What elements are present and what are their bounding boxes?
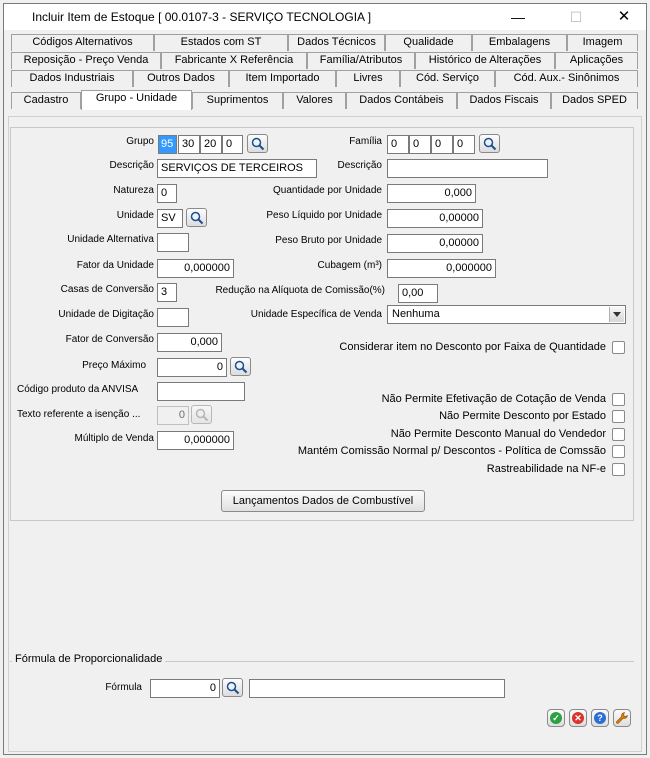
fator-conversao-label: Fator de Conversão — [65, 334, 154, 345]
preco-maximo-input[interactable]: 0 — [157, 358, 227, 377]
search-icon — [226, 681, 240, 695]
peso-bruto-input[interactable]: 0,00000 — [387, 234, 483, 253]
maximize-button[interactable]: ☐ — [569, 9, 583, 25]
texto-isencao-input: 0 — [157, 406, 189, 425]
tab-qualidade[interactable]: Qualidade — [385, 34, 472, 51]
preco-maximo-search-button[interactable] — [230, 357, 251, 376]
reducao-aliquota-input[interactable]: 0,00 — [398, 284, 438, 303]
multiplo-venda-label: Múltiplo de Venda — [74, 433, 154, 444]
tab-cadastro[interactable]: Cadastro — [11, 92, 81, 109]
mantem-comissao-checkbox[interactable] — [612, 445, 625, 458]
grupo-field-2[interactable]: 30 — [178, 135, 200, 154]
unidade-input[interactable]: SV — [157, 209, 183, 228]
tab-dados-sped[interactable]: Dados SPED — [551, 92, 638, 109]
tab-dados-tecnicos[interactable]: Dados Técnicos — [288, 34, 385, 51]
unidade-alternativa-input[interactable] — [157, 233, 189, 252]
codigo-anvisa-label: Código produto da ANVISA — [17, 384, 139, 395]
tab-valores[interactable]: Valores — [283, 92, 346, 109]
title-bar — [4, 4, 646, 30]
familia-field-4[interactable]: 0 — [453, 135, 475, 154]
texto-isencao-label: Texto referente a isenção ... — [17, 409, 141, 420]
cancel-icon: ✕ — [572, 712, 584, 724]
fator-unidade-input[interactable]: 0,000000 — [157, 259, 234, 278]
unidade-especifica-select[interactable] — [387, 305, 626, 324]
natureza-label: Natureza — [113, 185, 154, 196]
familia-label: Família — [349, 136, 382, 147]
formula-input[interactable]: 0 — [150, 679, 220, 698]
nao-efetivacao-checkbox[interactable] — [612, 393, 625, 406]
tab-dados-fiscais[interactable]: Dados Fiscais — [457, 92, 551, 109]
formula-search-button[interactable] — [222, 678, 243, 697]
tab-aplicacoes[interactable]: Aplicações — [555, 52, 638, 69]
lancamentos-combustivel-button[interactable]: Lançamentos Dados de Combustível — [221, 490, 425, 512]
tab-suprimentos[interactable]: Suprimentos — [192, 92, 283, 109]
unidade-search-button[interactable] — [186, 208, 207, 227]
close-button[interactable]: ✕ — [617, 8, 631, 25]
familia-search-button[interactable] — [479, 134, 500, 153]
grupo-field-3[interactable]: 20 — [200, 135, 222, 154]
chevron-down-icon — [609, 307, 624, 322]
formula-description-input[interactable] — [249, 679, 505, 698]
codigo-anvisa-input[interactable] — [157, 382, 245, 401]
reducao-aliquota-label: Redução na Alíquota de Comissão(%) — [215, 285, 385, 296]
multiplo-venda-input[interactable]: 0,000000 — [157, 431, 234, 450]
cubagem-input[interactable]: 0,000000 — [387, 259, 496, 278]
tab-fabricante-x-referencia[interactable]: Fabricante X Referência — [161, 52, 307, 69]
tab-historico-alteracoes[interactable]: Histórico de Alterações — [415, 52, 555, 69]
mantem-comissao-label: Mantém Comissão Normal p/ Descontos - Política de Comssão — [297, 445, 606, 457]
cubagem-label: Cubagem (m³) — [317, 260, 382, 271]
nao-desconto-estado-label: Não Permite Desconto por Estado — [439, 410, 606, 422]
descricao-label: Descrição — [109, 160, 154, 171]
tab-codigos-alternativos[interactable]: Códigos Alternativos — [11, 34, 154, 51]
descricao-familia-label: Descrição — [337, 160, 382, 171]
tab-estados-com-st[interactable]: Estados com ST — [154, 34, 288, 51]
tools-button[interactable] — [613, 709, 631, 727]
tab-cod-servico[interactable]: Cód. Serviço — [400, 70, 495, 87]
tab-outros-dados[interactable]: Outros Dados — [133, 70, 229, 87]
descricao-input[interactable]: SERVIÇOS DE TERCEIROS — [157, 159, 317, 178]
tab-cod-aux-sinonimos[interactable]: Cód. Aux.- Sinônimos — [495, 70, 638, 87]
nao-desconto-manual-label: Não Permite Desconto Manual do Vendedor — [390, 428, 606, 440]
search-icon — [234, 360, 248, 374]
familia-field-2[interactable]: 0 — [409, 135, 431, 154]
grupo-field-4[interactable]: 0 — [222, 135, 243, 154]
fator-conversao-input[interactable]: 0,000 — [157, 333, 222, 352]
minimize-button[interactable]: — — [511, 9, 525, 25]
unidade-alternativa-label: Unidade Alternativa — [67, 234, 154, 245]
confirm-button[interactable] — [547, 709, 565, 727]
fator-unidade-label: Fator da Unidade — [76, 260, 154, 271]
search-icon — [195, 408, 209, 422]
grupo-search-button[interactable] — [247, 134, 268, 153]
tab-item-importado[interactable]: Item Importado — [229, 70, 336, 87]
tab-dados-industriais[interactable]: Dados Industriais — [11, 70, 133, 87]
grupo-label: Grupo — [126, 136, 154, 147]
tab-imagem[interactable]: Imagem — [567, 34, 638, 51]
formula-label: Fórmula — [105, 682, 142, 693]
descricao-familia-input[interactable] — [387, 159, 548, 178]
texto-isencao-search-button — [191, 405, 212, 424]
check-icon: ✓ — [550, 712, 562, 724]
peso-liquido-input[interactable]: 0,00000 — [387, 209, 483, 228]
grupo-field-1[interactable]: 95 — [158, 135, 177, 154]
search-icon — [483, 137, 497, 151]
familia-field-1[interactable]: 0 — [387, 135, 409, 154]
help-button[interactable] — [591, 709, 609, 727]
rastreabilidade-label: Rastreabilidade na NF-e — [486, 463, 606, 475]
tab-dados-contabeis[interactable]: Dados Contábeis — [346, 92, 457, 109]
help-icon: ? — [594, 712, 606, 724]
unidade-digitacao-input[interactable] — [157, 308, 189, 327]
tab-reposicao-preco-venda[interactable]: Reposição - Preço Venda — [11, 52, 161, 69]
cancel-button[interactable] — [569, 709, 587, 727]
wrench-icon — [615, 711, 629, 725]
window-title: Incluir Item de Estoque [ 00.0107-3 - SERVIÇO TECNOLOGIA ] — [32, 10, 372, 24]
familia-field-3[interactable]: 0 — [431, 135, 453, 154]
peso-bruto-label: Peso Bruto por Unidade — [275, 235, 382, 246]
peso-liquido-label: Peso Líquido por Unidade — [266, 210, 382, 221]
nao-efetivacao-label: Não Permite Efetivação de Cotação de Venda — [381, 393, 606, 405]
casas-conversao-input[interactable]: 3 — [157, 283, 177, 302]
desconto-faixa-label: Considerar item no Desconto por Faixa de Quantidade — [339, 341, 606, 353]
quantidade-unidade-label: Quantidade por Unidade — [273, 185, 382, 196]
tab-livres[interactable]: Livres — [336, 70, 400, 87]
tab-grupo-unidade[interactable]: Grupo - Unidade — [81, 90, 192, 110]
tab-embalagens[interactable]: Embalagens — [472, 34, 567, 51]
casas-conversao-label: Casas de Conversão — [60, 284, 154, 295]
rastreabilidade-checkbox[interactable] — [612, 463, 625, 476]
tab-familia-atributos[interactable]: Família/Atributos — [307, 52, 415, 69]
search-icon — [190, 211, 204, 225]
formula-group-title: Fórmula de Proporcionalidade — [12, 653, 165, 665]
preco-maximo-label: Preço Máximo — [82, 360, 146, 371]
unidade-label: Unidade — [116, 210, 154, 221]
search-icon — [251, 137, 265, 151]
desconto-faixa-checkbox[interactable] — [612, 341, 625, 354]
nao-desconto-estado-checkbox[interactable] — [612, 410, 625, 423]
natureza-input[interactable]: 0 — [157, 184, 177, 203]
quantidade-unidade-input[interactable]: 0,000 — [387, 184, 476, 203]
nao-desconto-manual-checkbox[interactable] — [612, 428, 625, 441]
unidade-digitacao-label: Unidade de Digitação — [58, 309, 154, 320]
unidade-especifica-label: Unidade Específica de Venda — [250, 309, 382, 320]
unidade-especifica-value: Nenhuma — [392, 308, 440, 320]
